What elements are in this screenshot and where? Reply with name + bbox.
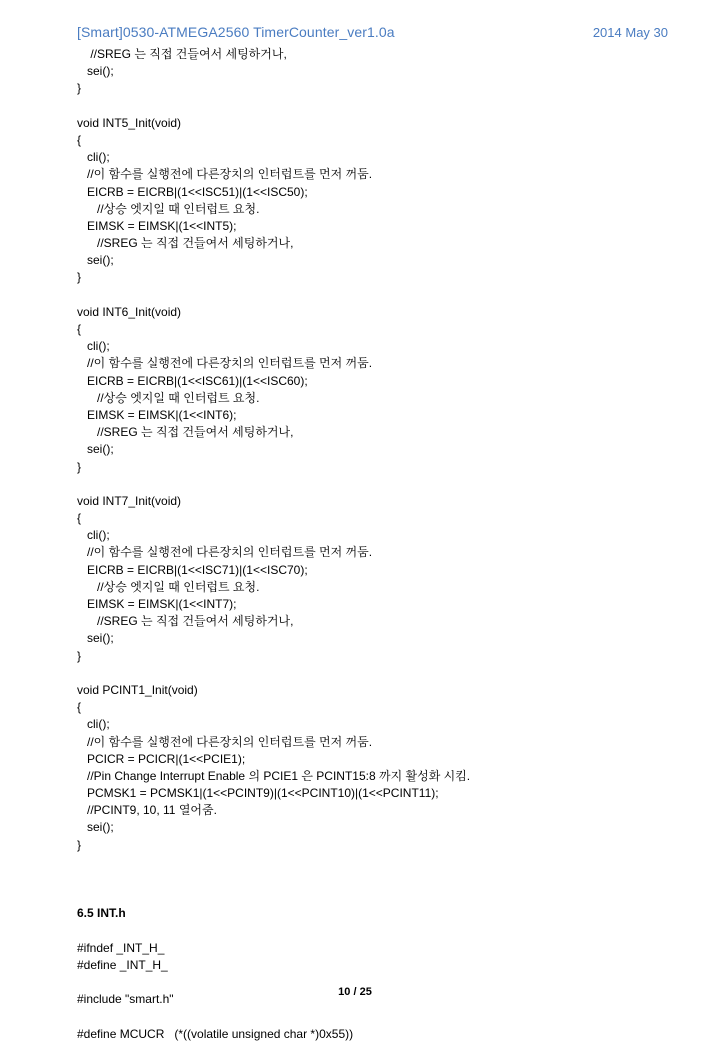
- code-line: cli();: [77, 717, 110, 732]
- code-line: sei();: [77, 64, 114, 79]
- code-line: cli();: [77, 339, 110, 354]
- code-line: #ifndef _INT_H_: [77, 940, 165, 955]
- blank-line: [77, 476, 677, 493]
- code-line: sei();: [77, 631, 114, 646]
- code-line: //상승 엣지일 때 인터럽트 요청.: [77, 579, 260, 594]
- code-line: //이 함수를 실행전에 다른장치의 인터럽트를 먼저 꺼둠.: [77, 734, 373, 749]
- code-line: #include "smart.h": [77, 992, 174, 1007]
- code-line: //SREG 는 직접 건들여서 세팅하거나,: [77, 236, 294, 251]
- code-line: EIMSK = EIMSK|(1<<INT7);: [77, 597, 237, 611]
- blank-line: [77, 923, 677, 940]
- blank-line: [77, 1009, 677, 1026]
- header-date: 2014 May 30: [592, 25, 668, 40]
- code-line: }: [77, 648, 82, 663]
- code-line: //SREG 는 직접 건들여서 세팅하거나,: [77, 47, 287, 61]
- code-line: void INT7_Init(void): [77, 493, 182, 508]
- code-line: //SREG 는 직접 건들여서 세팅하거나,: [77, 614, 294, 629]
- code-line: }: [77, 837, 82, 852]
- code-line: {: [77, 132, 82, 147]
- blank-line: [77, 287, 677, 304]
- code-line: #define MCUCR (*((volatile unsigned char *)0x55)): [77, 1026, 354, 1041]
- code-line: {: [77, 511, 82, 526]
- blank-line: [77, 854, 677, 871]
- code-line: {: [77, 700, 82, 715]
- blank-line: [77, 98, 677, 115]
- code-line: sei();: [77, 820, 114, 835]
- code-line: PCMSK1 = PCMSK1|(1<<PCINT9)|(1<<PCINT10)|(1<<PCINT11);: [77, 786, 439, 801]
- code-line: PCICR = PCICR|(1<<PCIE1);: [77, 751, 246, 766]
- code-line: }: [77, 459, 82, 474]
- code-line: //PCINT9, 10, 11 열어줌.: [77, 803, 217, 818]
- section-heading: 6.5 INT.h: [77, 906, 126, 921]
- code-line: {: [77, 322, 82, 336]
- code-line: EIMSK = EIMSK|(1<<INT6);: [77, 407, 237, 422]
- code-line: sei();: [77, 442, 114, 457]
- code-line: EICRB = EICRB|(1<<ISC71)|(1<<ISC70);: [77, 562, 308, 577]
- code-line: EICRB = EICRB|(1<<ISC51)|(1<<ISC50);: [77, 184, 308, 199]
- code-line: #define _INT_H_: [77, 957, 168, 972]
- code-line: //Pin Change Interrupt Enable 의 PCIE1 은 PCINT15:8 까지 활성화 시킴.: [77, 768, 471, 783]
- code-line: //이 함수를 실행전에 다른장치의 인터럽트를 먼저 꺼둠.: [77, 167, 373, 182]
- code-line: EIMSK = EIMSK|(1<<INT5);: [77, 218, 237, 233]
- code-line: void PCINT1_Init(void): [77, 682, 198, 697]
- code-line: //상승 엣지일 때 인터럽트 요청.: [77, 201, 260, 216]
- code-line: //이 함수를 실행전에 다른장치의 인터럽트를 먼저 꺼둠.: [77, 545, 373, 560]
- blank-line: [77, 871, 677, 888]
- code-line: void INT6_Init(void): [77, 304, 182, 319]
- code-line: sei();: [77, 253, 114, 268]
- document-body: [77, 46, 677, 1043]
- page-number: 10 / 25: [338, 986, 372, 998]
- code-line: EICRB = EICRB|(1<<ISC61)|(1<<ISC60);: [77, 373, 308, 388]
- code-line: cli();: [77, 528, 110, 543]
- code-line: }: [77, 81, 82, 96]
- blank-line: [77, 888, 677, 905]
- header-title: [Smart]0530-ATMEGA2560 TimerCounter_ver1.0a: [77, 24, 395, 40]
- code-line: //SREG 는 직접 건들여서 세팅하거나,: [77, 425, 294, 440]
- code-line: cli();: [77, 150, 110, 165]
- blank-line: [77, 665, 677, 682]
- code-line: //상승 엣지일 때 인터럽트 요청.: [77, 390, 260, 405]
- code-line: }: [77, 270, 82, 285]
- code-line: void INT5_Init(void): [77, 115, 182, 130]
- code-line: //이 함수를 실행전에 다른장치의 인터럽트를 먼저 꺼둠.: [77, 356, 373, 371]
